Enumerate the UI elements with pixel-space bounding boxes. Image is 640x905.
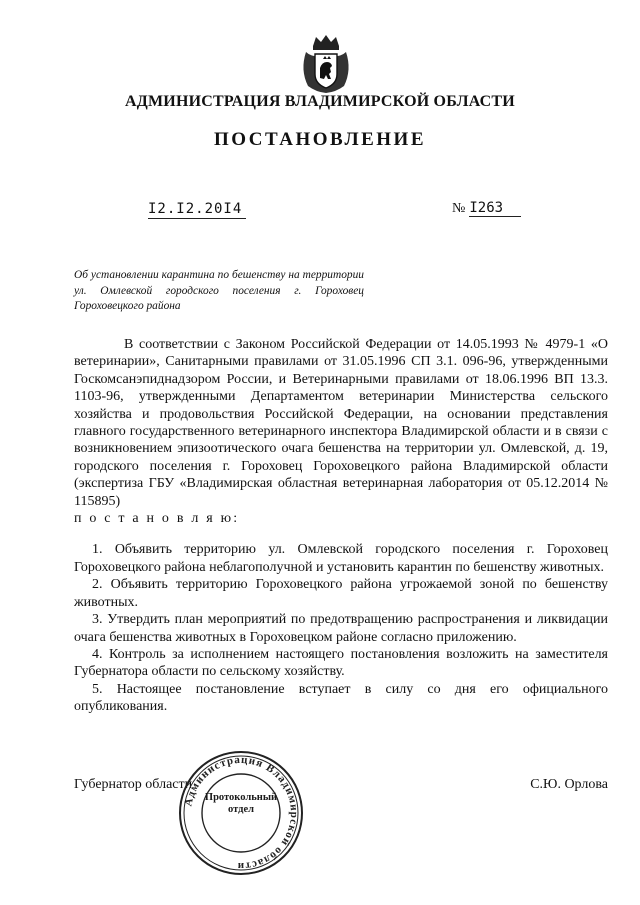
organization-title: АДМИНИСТРАЦИЯ ВЛАДИМИРСКОЙ ОБЛАСТИ [125,93,515,110]
decree-item: 3. Утвердить план мероприятий по предотвращению распространения и ликвидации очага бешенства животных в Гороховецком районе согласно приложению. [74,612,608,645]
decree-subject: Об установлении карантина по бешенству на территории ул. Омлевской городского поселения г. Гороховец Гороховецкого района [74,269,364,312]
document-date: I2.I2.20I4 [148,201,246,219]
stamp-center-line: отдел [228,804,254,815]
document-number-block [452,200,521,217]
decree-body [74,336,608,716]
signatory-role: Губернатор области [74,777,193,792]
document-number: I263 [469,200,521,217]
stamp-ring-text: Администрация Владимирской области [182,753,301,873]
preamble-paragraph: В соответствии с Законом Российской Федерации от 14.05.1993 № 4979-1 «О ветеринарии», Санитарными правилами от 31.05.1996 СП 3.1. 096-96, утвержденными Госкомсанэпиднадзором России, и Ветеринарными правилами от 18.06.1996 ВП 13.3. 1103-96, утвержденными Департаментом ветеринарии Министерства сельского хозяйства и продовольствия Российской Федерации, на основании представления главного государственного ветеринарного инспектора Владимирской области и в связи с возникновением эпизоотического очага бешенства на территории ул. Омлевской, д. 19, городского поселения г. Гороховец Гороховецкого района Владимирской области (экспертиза ГБУ «Владимирская областная ветеринарная лаборатория от 05.12.2014 № 115895) [74,337,608,509]
signatory-name: С.Ю. Орлова [530,777,608,792]
decree-item: 5. Настоящее постановление вступает в силу со дня его официального опубликования. [74,681,608,715]
document-type-title: ПОСТАНОВЛЕНИЕ [213,129,427,150]
decree-item: 1. Объявить территорию ул. Омлевской городского поселения г. Гороховец Гороховецкого района неблагополучной и установить карантин по бешенству животных. [74,542,608,575]
coat-of-arms-icon [296,32,356,94]
decree-item: 2. Объявить территорию Гороховецкого района угрожаемой зоной по бешенству животных. [74,577,608,610]
stamp-center-label [200,792,282,816]
number-sign: № [452,201,466,216]
resolve-word: п о с т а н о в л я ю: [74,511,240,527]
stamp-center-line: Протокольный [204,792,278,803]
decree-item: 4. Контроль за исполнением настоящего постановления возложить на заместителя Губернатора области по сельскому хозяйству. [74,646,608,680]
